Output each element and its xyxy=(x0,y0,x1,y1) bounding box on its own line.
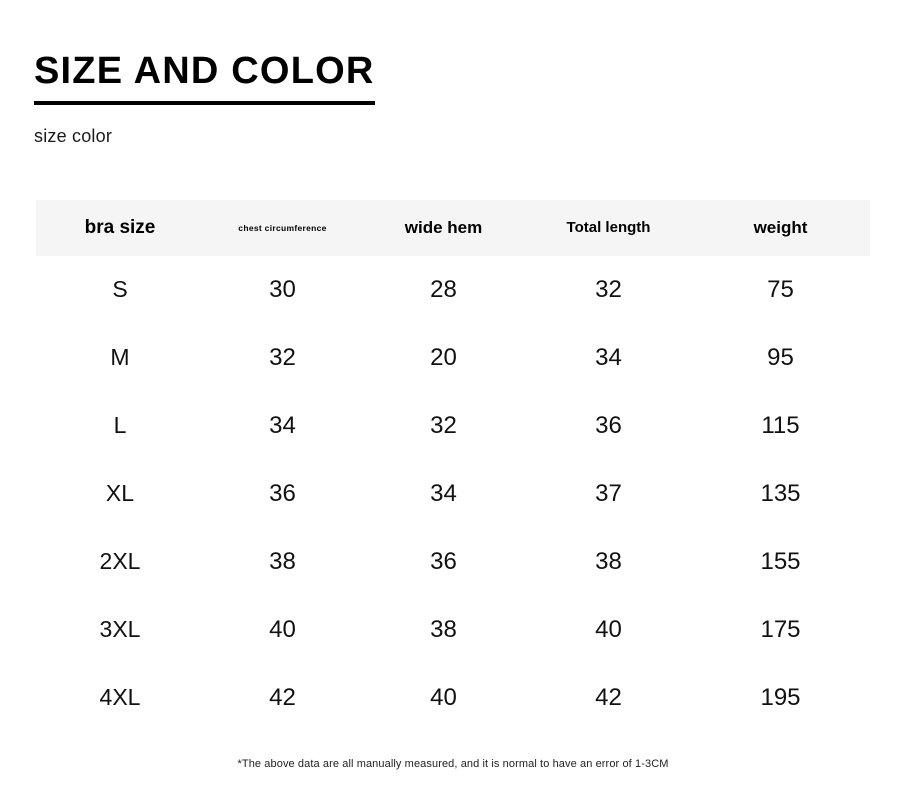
cell-chest: 30 xyxy=(269,275,296,303)
cell-weight: 95 xyxy=(767,343,794,371)
cell-size: 4XL xyxy=(99,684,141,711)
cell-chest: 32 xyxy=(269,343,296,371)
cell-total: 32 xyxy=(595,275,622,303)
cell-hem: 40 xyxy=(430,683,457,711)
cell-weight: 75 xyxy=(767,275,794,303)
cell-chest: 42 xyxy=(269,683,296,711)
column-header-total-length: Total length xyxy=(566,219,651,237)
column-header-weight: weight xyxy=(753,217,808,237)
cell-chest: 40 xyxy=(269,615,296,643)
cell-weight: 115 xyxy=(761,411,800,439)
page-header xyxy=(0,0,906,147)
cell-weight: 155 xyxy=(760,547,801,575)
column-header-bra-size: bra size xyxy=(84,216,156,238)
cell-total: 40 xyxy=(595,615,622,643)
cell-size: 2XL xyxy=(99,548,141,575)
cell-hem: 36 xyxy=(430,547,457,575)
size-table-body xyxy=(36,256,870,732)
size-table-container xyxy=(0,200,906,770)
cell-weight: 195 xyxy=(760,683,801,711)
cell-size: M xyxy=(110,344,130,371)
table-row xyxy=(36,256,870,324)
cell-hem: 34 xyxy=(430,479,457,507)
cell-hem: 32 xyxy=(430,411,457,439)
cell-chest: 36 xyxy=(269,479,296,507)
table-row xyxy=(36,528,870,596)
cell-size: S xyxy=(112,276,128,303)
table-row xyxy=(36,664,870,732)
column-header-chest: chest circumference xyxy=(238,222,327,233)
cell-total: 36 xyxy=(595,411,622,439)
cell-chest: 38 xyxy=(269,547,296,575)
page-subtitle: size color xyxy=(34,125,113,146)
cell-size: L xyxy=(113,412,127,439)
size-table xyxy=(36,200,870,732)
column-header-wide-hem: wide hem xyxy=(404,217,483,237)
cell-chest: 34 xyxy=(269,411,296,439)
cell-hem: 28 xyxy=(430,275,457,303)
cell-total: 34 xyxy=(595,343,622,371)
cell-size: 3XL xyxy=(99,616,141,643)
table-row xyxy=(36,460,870,528)
size-table-head xyxy=(36,200,870,256)
table-header-row xyxy=(36,200,870,256)
cell-hem: 20 xyxy=(430,343,457,371)
page-title: SIZE AND COLOR xyxy=(34,52,375,105)
cell-total: 42 xyxy=(595,683,622,711)
cell-weight: 175 xyxy=(760,615,801,643)
cell-size: XL xyxy=(105,480,135,507)
cell-total: 38 xyxy=(595,547,622,575)
cell-hem: 38 xyxy=(430,615,457,643)
table-row xyxy=(36,392,870,460)
table-row xyxy=(36,596,870,664)
measurement-footnote: *The above data are all manually measured, and it is normal to have an error of 1-3CM xyxy=(237,757,669,770)
cell-weight: 135 xyxy=(760,479,801,507)
cell-total: 37 xyxy=(595,479,622,507)
table-row xyxy=(36,324,870,392)
